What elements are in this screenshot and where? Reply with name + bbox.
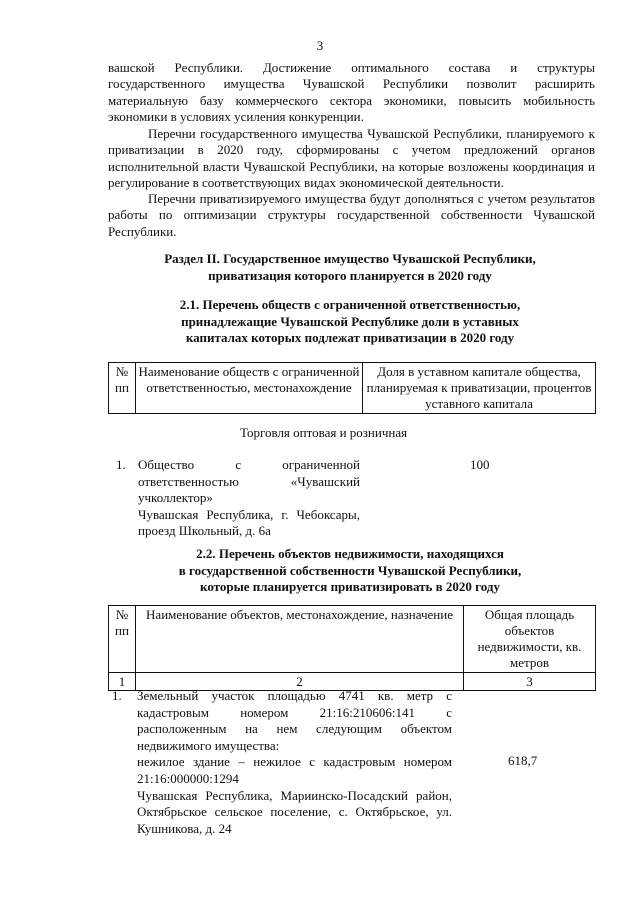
col-header-share: Доля в уставном капитале общества, планируемая к приватизации, процентов уставного капитала [363, 363, 596, 414]
col-number-2: 2 [136, 673, 464, 691]
col-number-1: 1 [109, 673, 136, 691]
llc-row-number: 1. [116, 457, 126, 472]
intro-paragraph-2: Перечни государственного имущества Чувашской Республики, планируемого к приватизации в 2020 году, сформированы с учетом предложений органов исполнительной власти Чувашской Республики, на которые возложены координация и регулирование в соответствующих видах экономической деятельности. [108, 126, 595, 190]
real-estate-row-description [137, 688, 452, 837]
subsection-2-1-title-line-1: 2.1. Перечень обществ с ограниченной ответственностью, [179, 297, 521, 312]
subsection-2-2-title-line-3: которые планируется приватизировать в 2020 году [200, 579, 500, 594]
llc-row-share: 100 [470, 457, 490, 472]
section-2-title [100, 251, 600, 284]
col-header-object-name: Наименование объектов, местонахождение, назначение [136, 606, 464, 673]
real-estate-row-area: 618,7 [508, 753, 538, 768]
col-header-num: № пп [109, 606, 136, 673]
col-header-company-name: Наименование обществ с ограниченной ответственностью, местонахождение [136, 363, 363, 414]
page-number: 3 [316, 38, 324, 53]
real-estate-land-plot: Земельный участок площадью 4741 кв. метр с кадастровым номером 21:16:210606:141 с расположенным на нем следующим объектом недвижимого имущества: [137, 688, 452, 753]
real-estate-table-header [108, 605, 596, 691]
real-estate-building: нежилое здание – нежилое с кадастровым номером 21:16:000000:1294 [137, 754, 452, 786]
category-caption: Торговля оптовая и розничная [240, 425, 408, 440]
subsection-2-2-title-line-2: в государственной собственности Чувашской Республики, [178, 562, 522, 578]
col-header-num: № пп [109, 363, 136, 414]
subsection-2-2-title [100, 546, 600, 596]
section-2-title-line-1: Раздел II. Государственное имущество Чувашской Республики, [164, 251, 536, 266]
section-2-title-line-2: приватизация которого планируется в 2020 году [208, 267, 492, 283]
llc-company-name: Общество с ограниченной ответственностью «Чувашский учколлектор» [138, 457, 360, 505]
subsection-2-2-title-line-1: 2.2. Перечень объектов недвижимости, находящихся [196, 546, 504, 561]
llc-row-name [138, 457, 360, 540]
col-header-area: Общая площадь объектов недвижимости, кв. метров [464, 606, 596, 673]
intro-paragraph-1: вашской Республики. Достижение оптимального состава и структуры государственного имущества Чувашской Республики позволит расширить материальную базу коммерческого сектора экономики, повысить мобильность экономики в условиях усиления конкуренции. [108, 60, 595, 124]
real-estate-location: Чувашская Республика, Мариинско-Посадский район, Октябрьское сельское поселение, с. Октябрьское, ул. Кушникова, д. 24 [137, 787, 452, 836]
real-estate-row-number: 1. [112, 688, 122, 703]
subsection-2-1-title-line-2: принадлежащие Чувашской Республике доли в уставных [181, 313, 519, 329]
intro-paragraph-3: Перечни приватизируемого имущества будут дополняться с учетом результатов работы по оптимизации структуры государственной собственности Чувашской Республики. [108, 191, 595, 239]
col-number-3: 3 [464, 673, 596, 691]
subsection-2-1-title-line-3: капиталах которых подлежат приватизации в 2020 году [185, 330, 515, 345]
llc-company-location: Чувашская Республика, г. Чебоксары, проезд Школьный, д. 6а [138, 506, 360, 538]
llc-shares-table-header [108, 362, 596, 414]
subsection-2-1-title [100, 297, 600, 347]
